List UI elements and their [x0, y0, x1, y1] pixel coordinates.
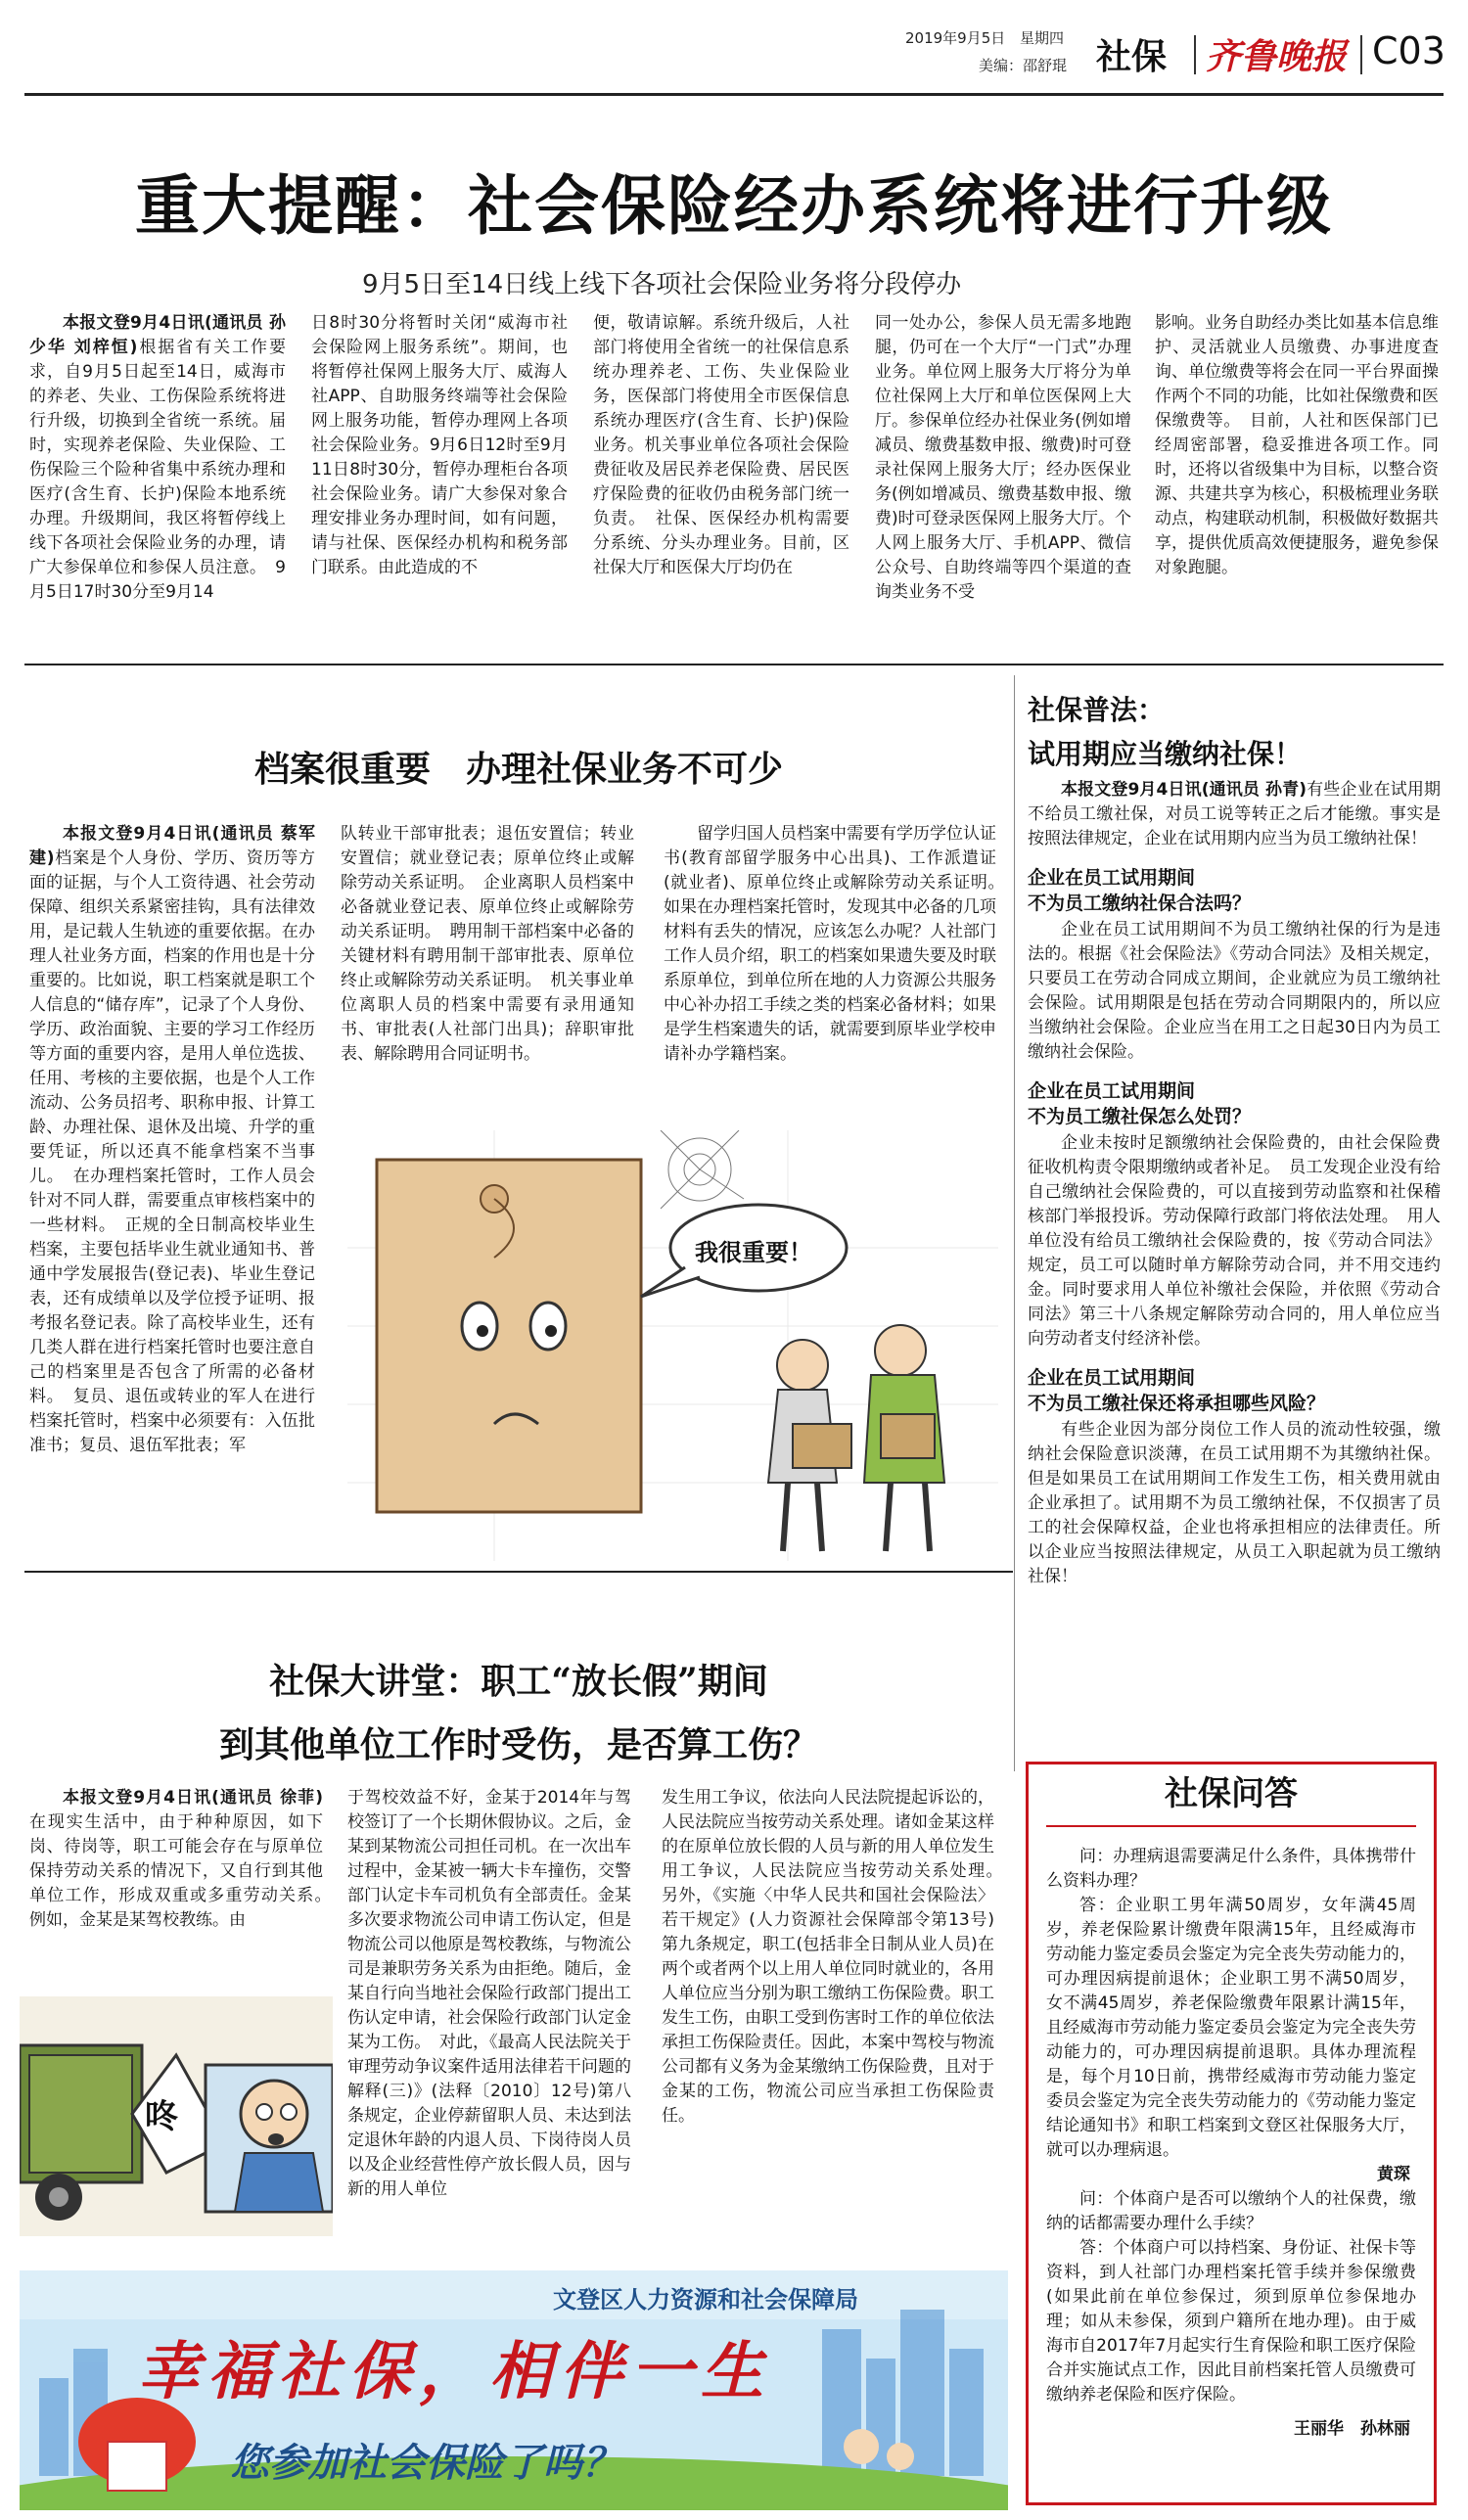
trial-section-body: 有些企业因为部分岗位工作人员的流动性较强，缴纳社会保险意识淡薄，在员工试用期不为其缴纳社保。但是如果员工在试用期间工作发生工伤，相关费用就由企业承担了。试用期不为员工缴纳社保，不仅损害了员工的社会保障权益，企业也将承担相应的法律责任。所以企业应当按照法律规定，从员工入职起就为员工缴纳社保！	[1028, 1420, 1441, 1586]
header-divider-2	[1360, 35, 1362, 74]
main-col-text: 便，敬请谅解。系统升级后，人社部门将使用全省统一的社保信息系统办理养老、工伤、失业保险业务，医保部门将使用全市医保信息系统办理医疗(含生育、长护)保险业务。机关事业单位各项社会保险费征收及居民养老保险费、居民医疗保险费的征收仍由税务部门统一负责。 社保、医保经办机构需要分系统、分头办理业务。目前，区社保大厅和医保大厅均仍在	[593, 313, 849, 577]
page-number: C03	[1372, 29, 1445, 72]
trial-section	[1028, 865, 1441, 1065]
qa-title-rule	[1046, 1825, 1416, 1827]
heading-line: 不为员工缴社保怎么处罚？	[1028, 1106, 1252, 1127]
banner-question: 您参加社会保险了吗？	[230, 2441, 621, 2486]
trial-headline: 试用期应当缴纳社保！	[1028, 738, 1303, 770]
crash-sound-text: 咚	[145, 2097, 178, 2136]
trial-section-heading	[1028, 1078, 1441, 1129]
qa-signature: 黄琛	[1377, 2165, 1410, 2184]
banner-organization: 文登区人力资源和社会保障局	[553, 2286, 858, 2314]
section-rule-2	[24, 1571, 1013, 1573]
main-byline: 本报文登9月4日讯(通讯员 孙少华 刘梓恒)	[29, 313, 286, 357]
qa-box	[1026, 1762, 1437, 2505]
heading-line: 不为员工缴纳社保合法吗？	[1028, 893, 1252, 914]
main-col-5	[1155, 311, 1439, 580]
archive-col-text: 留学归国人员档案中需要有学历学位认证书(教育部留学服务中心出具)、工作派遣证(就业者)、原单位终止或解除劳动关系证明。 如果在办理档案托管时，发现其中必备的几项材料有丢失的情况，应该怎么办呢？人社部门工作人员介绍，职工的档案如果遗失要及时联系原单位，到单位所在地的人力资源公共服务中心补办招工手续之类的档案必备材料；如果是学生档案遗失的话，就需要到原毕业学校申请补办学籍档案。	[664, 824, 1013, 1064]
qa-answer: 答：个体商户可以持档案、身份证、社保卡等资料，到人社部门办理档案托管手续并参保缴费(如果此前在单位参保过，须到原单位参保地办理；如从未参保，须到户籍所在地办理)。由于威海市自2017年7月起实行生育保险和职工医疗保险合并实施试点工作，因此目前档案托管人员缴费可缴纳养老保险和医疗保险。	[1046, 2238, 1416, 2405]
archive-col-text: 档案是个人身份、学历、资历等方面的证据，与个人工资待遇、社会劳动保障、组织关系紧密挂钩，具有法律效用，是记载人生轨迹的重要依据。在办理人社业务方面，档案的作用也是十分重要的。比如说，职工档案就是职工个人信息的“储存库”，记录了个人身份、学历、政治面貌、主要的学习工作经历等方面的重要内容，是用人单位选拔、任用、考核的主要依据，也是个人工作流动、公务员招考、职称申报、计算工龄、办理社保、退休及出境、升学的重要凭证，所以还真不能拿档案不当事儿。 在办理档案托管时，工作人员会针对不同人群，需要重点审核档案中的一些材料。 正规的全日制高校毕业生档案，主要包括毕业生就业通知书、普通中学发展报告(登记表)、毕业生登记表，还有成绩单以及学位授予证明、报考报名登记表。除了高校毕业生，还有几类人群在进行档案托管时也要注意自己的档案里是否包含了所需的必备材料。 复员、退伍或转业的军人在进行档案托管时，档案中必须要有：入伍批准书；复员、退伍军批表；军	[29, 848, 316, 1455]
lecture-col-text: 发生用工争议，依法向人民法院提起诉讼的，人民法院应当按劳动关系处理。诸如金某这样的在原单位放长假的人员与新的用人单位发生用工争议，人民法院应当按劳动关系处理。 另外，《实施〈中华人民共和国社会保险法〉若干规定》(人力资源社会保障部令第13号)第九条规定，职工(包括非全日制从业人员)在两个或者两个以上用人单位同时就业的，各用人单位应当分别为职工缴纳工伤保险费。职工发生工伤，由职工受到伤害时工作的单位依法承担工伤保险责任。因此，本案中驾校与物流公司都有义务为金某缴纳工伤保险费，且对于金某的工伤，物流公司应当承担工伤保险责任。	[662, 1788, 1011, 2126]
section-rule	[24, 664, 1444, 665]
main-col-2	[311, 311, 568, 580]
qa-question: 问：个体商户是否可以缴纳个人的社保费，缴纳的话都需要办理什么手续？	[1046, 2189, 1416, 2233]
lecture-byline: 本报文登9月4日讯(通讯员 徐菲)	[63, 1788, 323, 1808]
archive-col-text: 队转业干部审批表；退伍安置信；转业安置信；就业登记表；原单位终止或解除劳动关系证明。 企业离职人员档案中必备就业登记表、原单位终止或解除劳动关系证明。 聘用制干部档案中必备的关键材料有聘用制干部审批表、原单位终止或解除劳动关系证明。 机关事业单位离职人员的档案中需要有录用通知书、审批表(人社部门出具)；辞职审批表、解除聘用合同证明书。	[341, 824, 634, 1064]
header-rule	[24, 93, 1444, 96]
weekday-text: 星期四	[1020, 29, 1065, 47]
trial-intro	[1028, 778, 1441, 851]
main-col-3	[593, 311, 849, 580]
trial-section-body: 企业在员工试用期间不为员工缴纳社保的行为是违法的。根据《社会保险法》《劳动合同法》及相关规定，只要员工在劳动合同成立期间，企业就应为员工缴纳社会保险。试用期限是包括在劳动合同期限内的，所以应当缴纳社会保险。企业应当在用工之日起30日内为员工缴纳社会保险。	[1028, 920, 1441, 1062]
masthead	[0, 0, 1468, 98]
archive-col-3	[664, 822, 1013, 1067]
section-name: 社保	[1096, 36, 1168, 77]
heading-line: 企业在员工试用期间	[1028, 1367, 1196, 1389]
heading-line: 企业在员工试用期间	[1028, 1080, 1196, 1102]
trial-section-heading	[1028, 1365, 1441, 1416]
main-col-text: 同一处办公，参保人员无需多地跑腿，仍可在一个大厅“一门式”办理业务。单位网上服务大厅将分为单位社保网上大厅和单位医保网上大厅。参保单位经办社保业务(例如增减员、缴费基数申报、缴费)时可登录社保网上服务大厅；经办医保业务(例如增减员、缴费基数申报、缴费)时可登录医保网上服务大厅。个人网上服务大厅、手机APP、微信公众号、自助终端等四个渠道的查询类业务不受	[875, 313, 1131, 602]
qa-signature: 王丽华 孙林丽	[1294, 2419, 1410, 2439]
trial-article	[1028, 690, 1441, 1589]
archive-headline: 档案很重要 办理社保业务不可少	[253, 749, 783, 790]
trial-byline: 本报文登9月4日讯(通讯员 孙青)	[1061, 780, 1307, 800]
illustration-speech: 我很重要！	[695, 1239, 812, 1266]
trial-section	[1028, 1078, 1441, 1352]
lecture-col-2	[347, 1786, 631, 2202]
lecture-col-3	[662, 1786, 1011, 2129]
main-col-text: 影响。业务自助经办类比如基本信息维护、灵活就业人员缴费、办事进度查询、单位缴费等将会在同一平台界面操作两个不同的功能，比如社保缴费和医保缴费等。 目前，人社和医保部门已经周密部署，稳妥推进各项工作。同时，还将以省级集中为目标，以整合资源、共建共享为核心，积极梳理业务联动点，构建联动机制，积极做好数据共享，提供优质高效便捷服务，避免参保对象跑腿。	[1155, 313, 1439, 577]
archive-col-2	[341, 822, 634, 1067]
heading-line: 企业在员工试用期间	[1028, 867, 1196, 889]
lecture-headline-1: 社保大讲堂：职工“放长假”期间	[269, 1661, 768, 1702]
archive-byline: 本报文登9月4日讯(通讯员 蔡军建)	[29, 824, 315, 868]
archive-col-1	[29, 822, 315, 1458]
main-col-1	[29, 311, 286, 605]
lecture-col-text: 在现实生活中，由于种种原因，如下岗、待岗等，职工可能会存在与原单位保持劳动关系的情况下，又自行到其他单位工作，形成双重或多重劳动关系。 例如，金某是某驾校教练。由	[29, 1812, 340, 1930]
main-col-text: 日8时30分将暂时关闭“威海市社会保险网上服务系统”。期间，也将暂停社保网上服务大厅、威海人社APP、自助服务终端等社会保险网上服务功能，暂停办理网上各项社会保险业务。9月6日12时至9月11日8时30分，暂停办理柜台各项社会保险业务。请广大参保对象合理安排业务办理时间，如有问题，请与社保、医保经办机构和税务部门联系。由此造成的不	[311, 313, 568, 577]
qa-box-title: 社保问答	[1165, 1774, 1298, 1813]
lecture-illustration	[20, 1996, 333, 2236]
trial-kicker: 社保普法：	[1028, 694, 1166, 726]
date-text: 2019年9月5日	[905, 29, 1006, 47]
newspaper-logo: 齐鲁晚报	[1206, 36, 1348, 77]
main-headline: 重大提醒：社会保险经办系统将进行升级	[135, 167, 1333, 244]
ad-banner	[20, 2270, 1008, 2510]
issue-date	[905, 27, 1064, 48]
header-divider	[1194, 35, 1196, 74]
editor-credit: 美编：邵舒琨	[979, 57, 1068, 74]
trial-section-heading	[1028, 865, 1441, 916]
folder-character-illustration	[347, 1130, 998, 1561]
main-subtitle: 9月5日至14日线上线下各项社会保险业务将分段停办	[362, 270, 962, 299]
lecture-col-1	[29, 1786, 340, 1933]
archive-illustration	[347, 1130, 998, 1561]
trial-section-body: 企业未按时足额缴纳社会保险费的，由社会保险费征收机构责令限期缴纳或者补足。 员工发现企业没有给自己缴纳社会保险费的，可以直接到劳动监察和社保稽核部门举报投诉。劳动保障行政部门将依法处理。 用人单位没有给员工缴纳社会保险费的，按《劳动合同法》规定，员工可以随时单方解除劳动合同，并不用交违约金。同时要求用人单位补缴社会保险，并依照《劳动合同法》第三十八条规定解除劳动合同的，用人单位应当向劳动者支付经济补偿。	[1028, 1133, 1441, 1349]
lecture-headline-2: 到其他单位工作时受伤，是否算工伤？	[218, 1724, 818, 1765]
lecture-col-text: 于驾校效益不好，金某于2014年与驾校签订了一个长期休假协议。之后，金某到某物流公司担任司机。在一次出车过程中，金某被一辆大卡车撞伤，交警部门认定卡车司机负有全部责任。金某多次要求物流公司申请工伤认定，但是物流公司以他原是驾校教练，与物流公司是兼职劳务关系为由拒绝。随后，金某自行向当地社会保险行政部门提出工伤认定申请，社会保险行政部门认定金某为工伤。 对此，《最高人民法院关于审理劳动争议案件适用法律若干问题的解释(三)》(法释〔2010〕12号)第八条规定，企业停薪留职人员、未达到法定退休年龄的内退人员、下岗待岗人员以及企业经营性停产放长假人员，因与新的用人单位	[347, 1788, 631, 2199]
banner-slogan: 幸福社保，相伴一生	[137, 2335, 771, 2408]
main-col-4	[875, 311, 1131, 605]
qa-answer: 答：企业职工男年满50周岁，女年满45周岁，养老保险累计缴费年限满15年，且经威海市劳动能力鉴定委员会鉴定为完全丧失劳动能力的，可办理因病提前退休；企业职工男不满50周岁，女不满45周岁，养老保险缴费年限累计满15年，且经威海市劳动能力鉴定委员会鉴定为完全丧失劳动能力的，可办理因病提前退职。具体办理流程是，每个月10日前，携带经威海市劳动能力鉴定委员会鉴定为完全丧失劳动能力的《劳动能力鉴定结论通知书》和职工档案到文登区社保服务大厅，就可以办理病退。	[1046, 1896, 1416, 2160]
column-rule	[1014, 675, 1015, 1771]
trial-section	[1028, 1365, 1441, 1589]
main-col-text: 根据省有关工作要求，自9月5日起至14日，威海市的养老、失业、工伤保险系统将进行升级，切换到全省统一系统。届时，实现养老保险、失业保险、工伤保险三个险种省集中系统办理和医疗(含生育、长护)保险本地系统办理。升级期间，我区将暂停线上线下各项社会保险业务的办理，请广大参保单位和参保人员注意。 9月5日17时30分至9月14	[29, 338, 286, 602]
trial-intro-text: 有些企业在试用期不给员工缴社保，对员工说等转正之后才能缴。事实是按照法律规定，企业在试用期内应当为员工缴纳社保！	[1028, 780, 1441, 848]
heading-line: 不为员工缴社保还将承担哪些风险？	[1028, 1393, 1326, 1414]
qa-question: 问：办理病退需要满足什么条件，具体携带什么资料办理？	[1046, 1847, 1416, 1891]
